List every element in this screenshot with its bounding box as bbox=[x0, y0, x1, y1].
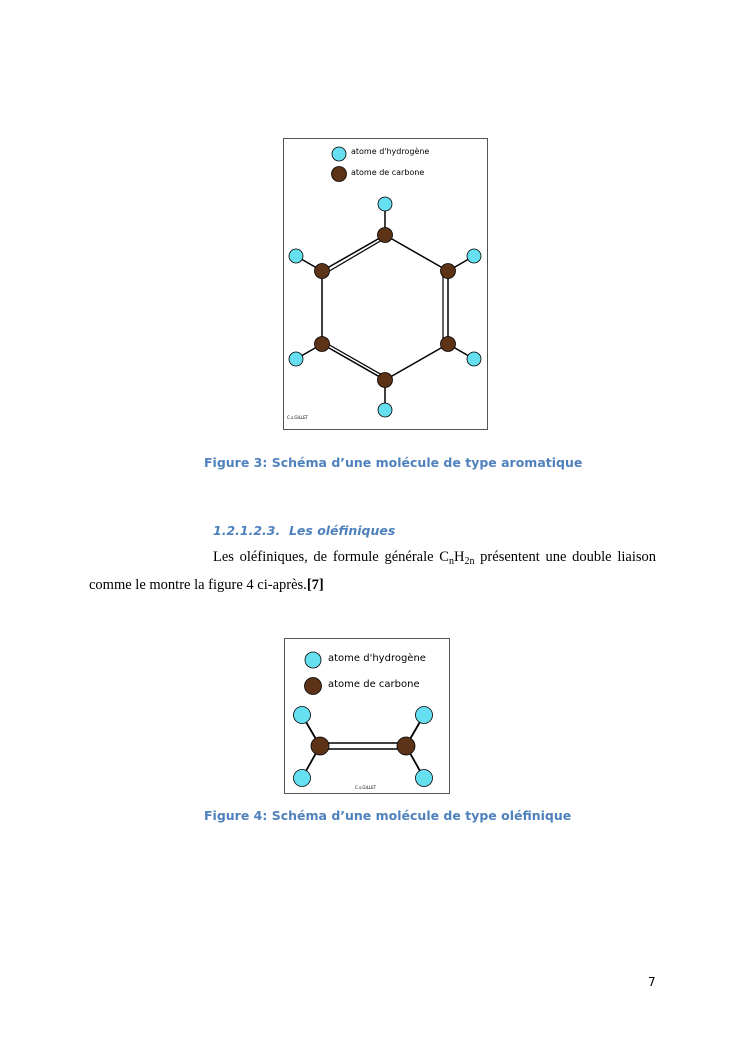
legend-carbon-label: atome de carbone bbox=[328, 679, 420, 690]
hydrogen-atom bbox=[467, 249, 481, 263]
hydrogen-atom bbox=[289, 352, 303, 366]
hydrogen-atom bbox=[378, 403, 392, 417]
hydrogen-atom bbox=[289, 249, 303, 263]
paragraph-line-2: comme le montre la figure 4 ci-après.[7] bbox=[89, 577, 324, 593]
paragraph-line-1: Les oléfiniques, de formule générale $C_nH_{2n}$ présentent une double liaison bbox=[213, 549, 656, 567]
legend-hydrogen-label: atome d'hydrogène bbox=[351, 147, 430, 156]
hydrogen-atom bbox=[416, 770, 433, 787]
hydrogen-atom bbox=[467, 352, 481, 366]
figure-4-diagram bbox=[284, 638, 450, 794]
hydrogen-atom bbox=[378, 197, 392, 211]
hydrogen-atom bbox=[294, 707, 311, 724]
figure-3-caption: Figure 3: Schéma d’une molécule de type aromatique bbox=[204, 455, 583, 470]
figure-4-caption: Figure 4: Schéma d’une molécule de type oléfinique bbox=[204, 808, 572, 823]
carbon-atom bbox=[441, 337, 456, 352]
carbon-atom bbox=[378, 373, 393, 388]
figure-credit: C.s.GILLET bbox=[287, 415, 309, 420]
carbon-atom bbox=[311, 737, 329, 755]
legend-hydrogen-label: atome d'hydrogène bbox=[328, 653, 426, 664]
reference-link: [7] bbox=[306, 577, 324, 593]
legend-carbon-marker bbox=[332, 167, 347, 182]
legend-hydrogen-marker bbox=[305, 652, 321, 668]
section-heading bbox=[213, 523, 395, 538]
legend-hydrogen-marker bbox=[332, 147, 346, 161]
hydrogen-atom bbox=[294, 770, 311, 787]
legend-carbon-label: atome de carbone bbox=[351, 168, 425, 177]
legend-carbon-marker bbox=[305, 678, 322, 695]
carbon-atom bbox=[378, 228, 393, 243]
carbon-atom bbox=[315, 337, 330, 352]
carbon-atom bbox=[315, 264, 330, 279]
page-number: 7 bbox=[648, 975, 656, 989]
benzene-molecule-svg bbox=[284, 139, 487, 429]
hydrogen-atom bbox=[416, 707, 433, 724]
carbon-atom bbox=[397, 737, 415, 755]
carbon-atom bbox=[441, 264, 456, 279]
section-number: 1.2.1.2.3. bbox=[213, 523, 281, 538]
figure-3-diagram bbox=[283, 138, 488, 430]
figure-credit: C.s.GILLET bbox=[355, 785, 377, 790]
section-title: Les oléfiniques bbox=[288, 523, 396, 538]
